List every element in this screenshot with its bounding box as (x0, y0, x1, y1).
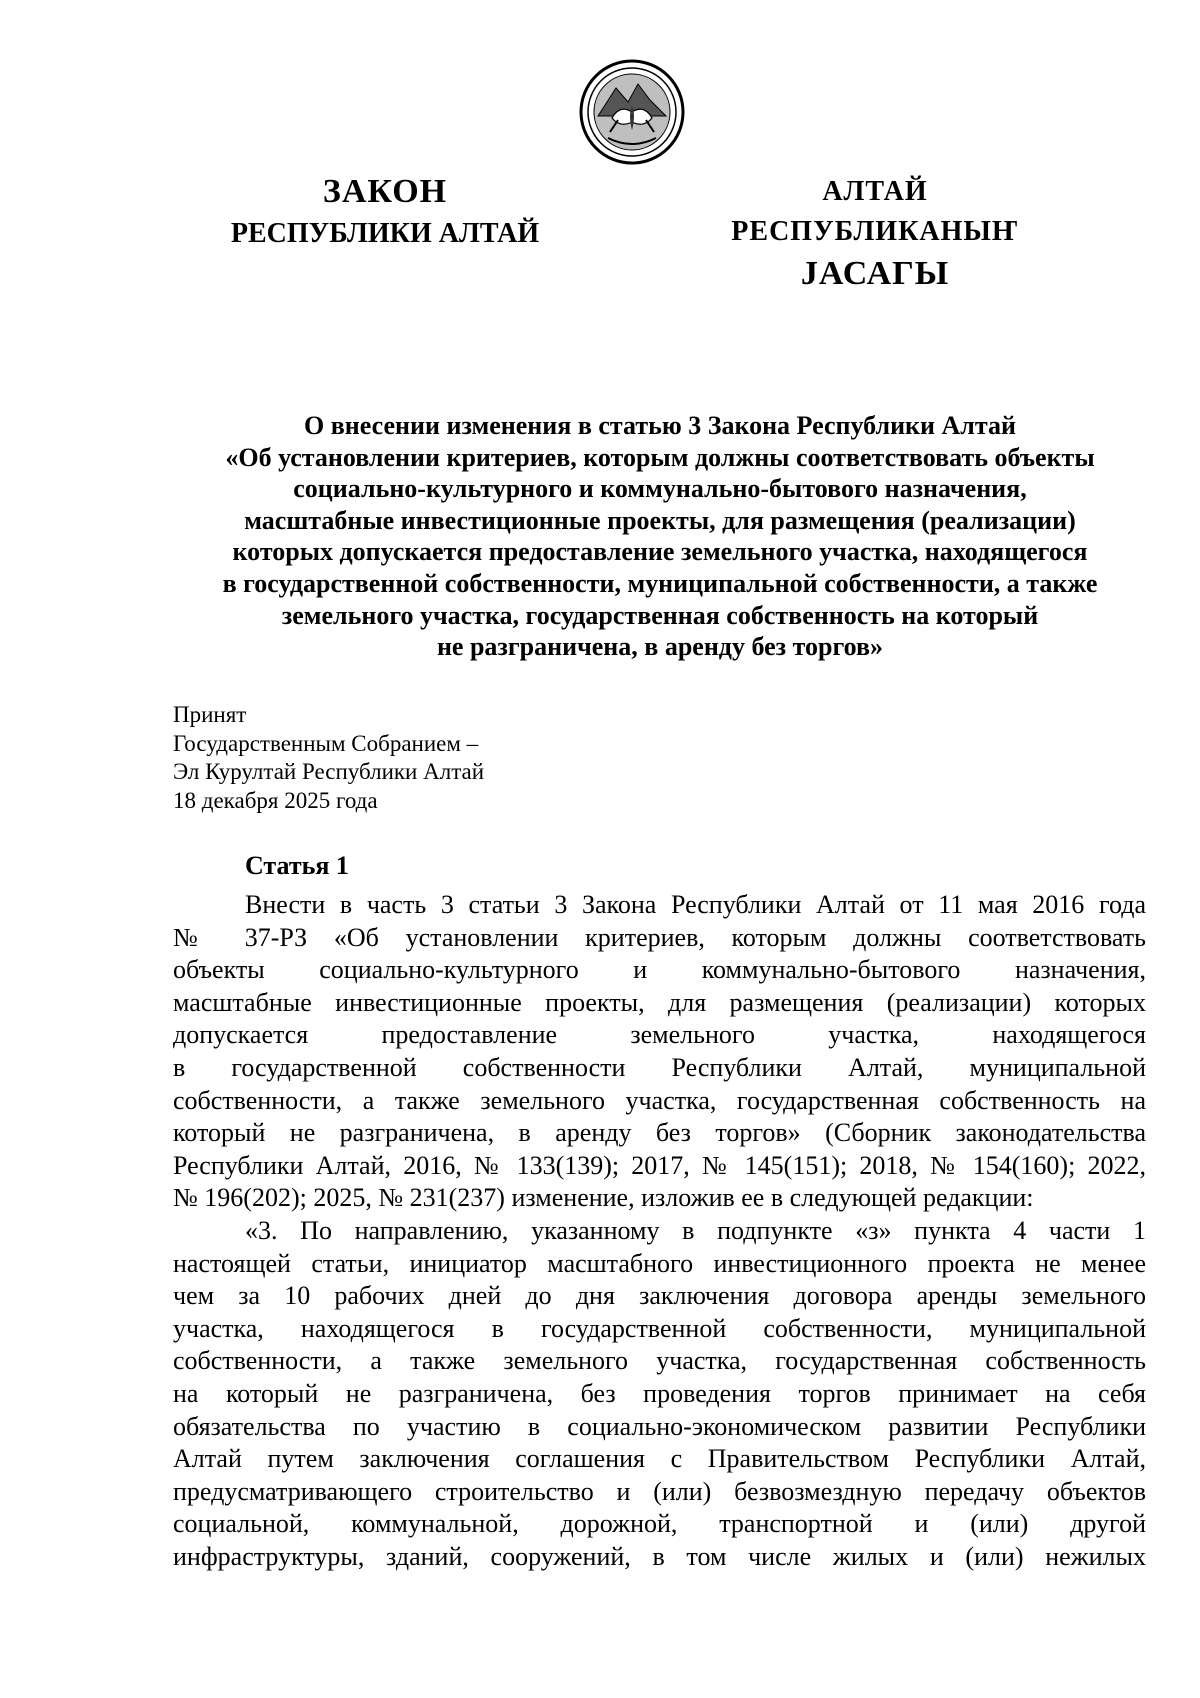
body-line: собственности, а также земельного участка, государственная собственность на (173, 1085, 1146, 1115)
body-line: Республики Алтай, 2016, № 133(139); 2017, № 145(151); 2018, № 154(160); 2022, (173, 1150, 1146, 1180)
adopted-line: Принят (173, 702, 247, 727)
body-line: который не разграничена, в аренду без торгов» (Сборник законодательства (173, 1118, 1146, 1148)
body-line: Внести в часть 3 статьи 3 Закона Республики Алтай от 11 мая 2016 года (245, 890, 1146, 919)
title-line: «Об установлении критериев, которым должны соответствовать объекты (225, 442, 1095, 472)
body-line: объекты социально-культурного и коммунально-бытового назначения, (173, 955, 1146, 985)
body-line: допускается предоставление земельного участка, находящегося (173, 1020, 1146, 1050)
body-line: Алтай путем заключения соглашения с Правительством Республики Алтай, (173, 1444, 1146, 1474)
law-title (160, 410, 1160, 663)
article-body (173, 889, 1146, 1573)
adoption-block (173, 701, 484, 815)
title-line: земельного участка, государственная собственность на который (281, 600, 1039, 630)
body-line: масштабные инвестиционные проекты, для размещения (реализации) которых (173, 987, 1146, 1017)
body-line: № 196(202); 2025, № 231(237) изменение, изложив ее в следующей редакции: (173, 1183, 1034, 1213)
article-heading: Статья 1 (245, 851, 349, 880)
header-alt-line2: JАСАГЫ (800, 255, 950, 292)
header-alt (700, 172, 1050, 296)
header-ru-line2: РЕСПУБЛИКИ АЛТАЙ (230, 218, 540, 249)
body-line: № 37-РЗ «Об установлении критериев, которым должны соответствовать (173, 922, 1146, 952)
title-line: в государственной собственности, муниципальной собственности, а также (222, 568, 1098, 598)
body-line: «3. По направлению, указанному в подпункте «з» пункта 4 части 1 (245, 1215, 1146, 1245)
title-line: которых допускается предоставление земельного участка, находящегося (232, 537, 1088, 567)
body-line: обязательства по участию в социально-экономическом развитии Республики (173, 1411, 1146, 1441)
header-ru (200, 172, 570, 256)
adopted-line: Эл Курултай Республики Алтай (173, 759, 485, 784)
body-line: чем за 10 рабочих дней до дня заключения договора аренды земельного (173, 1281, 1146, 1311)
body-line: в государственной собственности Республики Алтай, муниципальной (173, 1052, 1146, 1082)
adoption-date: 18 декабря 2025 года (173, 787, 378, 813)
body-line: участка, находящегося в государственной собственности, муниципальной (173, 1313, 1146, 1343)
title-line: социально-культурного и коммунально-бытового назначения, (293, 474, 1027, 504)
body-line: собственности, а также земельного участка, государственная собственность (173, 1346, 1146, 1376)
header-alt-line1: АЛТАЙ РЕСПУБЛИКАНЫҤ (731, 176, 1019, 247)
body-line: социальной, коммунальной, дорожной, транспортной и (или) другой (173, 1509, 1146, 1539)
title-line: О внесении изменения в статью 3 Закона Республики Алтай (304, 411, 1016, 440)
title-line: масштабные инвестиционные проекты, для размещения (реализации) (244, 505, 1076, 535)
body-line: инфраструктуры, зданий, сооружений, в том числе жилых и (или) нежилых (173, 1541, 1146, 1571)
header-ru-line1: ЗАКОН (322, 173, 448, 210)
title-line: не разграничена, в аренду без торгов» (436, 632, 884, 662)
body-line: на который не разграничена, без проведения торгов принимает на себя (173, 1378, 1146, 1408)
body-line: настоящей статьи, инициатор масштабного инвестиционного проекта не менее (173, 1248, 1146, 1278)
adopted-line: Государственным Собранием – (173, 730, 479, 756)
body-line: предусматривающего строительство и (или) безвозмездную передачу объектов (173, 1476, 1146, 1506)
coat-of-arms-icon (578, 58, 686, 166)
